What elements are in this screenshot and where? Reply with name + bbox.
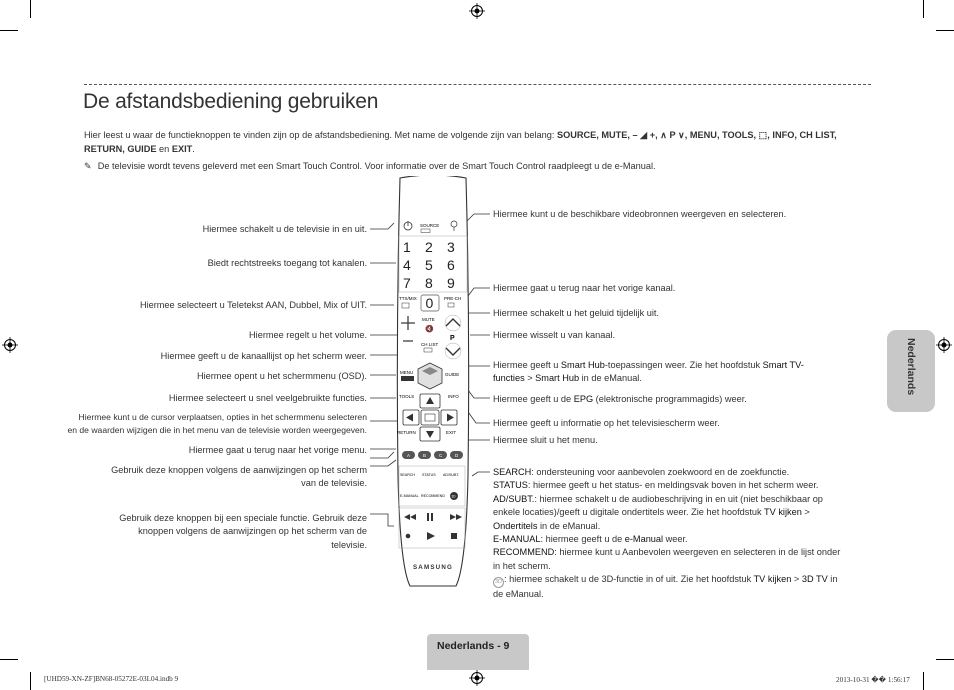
pause-icon[interactable] <box>427 513 429 521</box>
label-special-line: knoppen volgens de aanwijzingen op het scherm van de <box>138 526 367 537</box>
chlist-button[interactable]: CH LIST <box>421 342 439 347</box>
tools-button[interactable]: TOOLS <box>399 394 415 399</box>
text: TV kijken <box>764 507 802 518</box>
intro-text: . <box>192 143 195 154</box>
stop-icon[interactable] <box>451 533 457 539</box>
text: weer. <box>663 534 688 545</box>
label-smarthub <box>493 359 853 386</box>
text: E-MANUAL <box>493 534 541 545</box>
menu-button[interactable]: MENU <box>400 370 414 375</box>
page-title: De afstandsbediening gebruiken <box>83 90 379 113</box>
print-file-info: [UHD59-XN-ZF]BN68-05272E-03L04.indb 9 <box>44 675 179 683</box>
label-prech: Hiermee gaat u terug naar het vorige kanaal. <box>493 283 676 293</box>
crop-mark <box>923 0 924 18</box>
text: e-Manual <box>624 534 664 545</box>
label-color-line: Gebruik deze knoppen volgens de aanwijzingen op het scherm <box>111 465 367 475</box>
label-power: Hiermee schakelt u de televisie in en uit. <box>202 224 367 234</box>
crop-mark <box>936 30 954 31</box>
crop-mark <box>0 659 18 660</box>
info-button[interactable]: INFO <box>448 394 459 399</box>
label-recommend <box>493 546 873 573</box>
status-button[interactable]: STATUS <box>422 473 436 477</box>
digit-button-0[interactable]: 0 <box>425 295 434 311</box>
registration-mark-icon <box>469 3 485 19</box>
label-special-line: televisie. <box>331 539 367 550</box>
label-status <box>493 479 873 492</box>
label-cursor-line: Hiermee kunt u de cursor verplaatsen, opties in het schermmenu selecteren <box>78 412 367 422</box>
language-side-tab <box>887 330 935 412</box>
text: in <box>827 574 838 585</box>
digit-button-6[interactable]: 6 <box>447 257 455 273</box>
text: : hiermee schakelt u de audiobeschrijving in en uit (niet beschikbaar op <box>534 493 823 504</box>
intro-paragraph <box>84 129 864 156</box>
digit-button-4[interactable]: 4 <box>403 257 411 273</box>
label-3d <box>493 573 873 601</box>
text: 3D TV <box>801 574 828 585</box>
label-chlist: Hiermee geeft u de kanaallijst op het scherm weer. <box>160 351 367 361</box>
text: AD/SUBT. <box>493 493 535 504</box>
intro-keys: RETURN, GUIDE <box>84 143 157 154</box>
label-adsubt <box>493 493 873 533</box>
registration-mark-icon <box>936 337 952 353</box>
color-button-label: C <box>439 453 443 458</box>
intro-keys: SOURCE, MUTE, – ◢ +, ∧ P ∨, MENU, TOOLS, ⬚, INFO, CH LIST, <box>556 130 837 140</box>
label-search <box>493 466 873 479</box>
crop-mark <box>30 0 31 18</box>
text: : hiermee schakelt u de 3D-functie in of uit. Zie het hoofdstuk <box>504 574 754 585</box>
label-return: Hiermee gaat u terug naar het vorige menu. <box>188 445 367 455</box>
digit-button-2[interactable]: 2 <box>425 239 433 255</box>
color-button-label: D <box>455 453 459 458</box>
text: (elektronische programmagids) weer. <box>593 394 747 404</box>
label-volume: Hiermee regelt u het volume. <box>249 330 367 340</box>
text: Hiermee geeft u <box>493 360 561 370</box>
text: : ondersteuning voor aanbevolen zoekwoord en de zoekfunctie. <box>531 467 790 477</box>
prech-button[interactable]: PRE-CH <box>444 296 462 301</box>
digit-button-8[interactable]: 8 <box>425 275 433 291</box>
text: Ondertitels <box>493 520 538 531</box>
label-emanual <box>493 533 873 546</box>
text: Smart TV- <box>762 360 804 370</box>
text: in het scherm. <box>493 560 551 571</box>
label-cursor-line: en de waarden wijzigen die in het menu van de televisie worden weergegeven. <box>67 425 367 435</box>
intro-text: en <box>156 143 172 154</box>
exit-button[interactable]: EXIT <box>446 430 457 435</box>
text: : hiermee geeft u de <box>540 534 625 545</box>
text: in de eManual. <box>537 520 601 531</box>
crop-mark <box>923 672 924 690</box>
digit-button-9[interactable]: 9 <box>447 275 455 291</box>
label-source: Hiermee kunt u de beschikbare videobronnen weergeven en selecteren. <box>493 209 787 219</box>
text: Smart Hub <box>535 373 580 384</box>
text: > <box>524 373 536 384</box>
mute-button[interactable]: 🔇 <box>425 326 434 333</box>
crop-mark <box>30 672 31 690</box>
adsubt-button[interactable]: AD/SUBT. <box>443 473 460 477</box>
text: > <box>801 507 810 518</box>
text: Hiermee geeft u de <box>493 394 574 404</box>
ttx-button[interactable]: TTX/MIX <box>399 296 417 301</box>
color-button-label: A <box>407 453 411 458</box>
return-button[interactable]: RETURN <box>397 430 416 435</box>
label-cursor <box>67 411 367 437</box>
text: RECOMMEND <box>493 547 555 558</box>
digit-button-1[interactable]: 1 <box>403 239 411 255</box>
samsung-logo: SAMSUNG <box>412 564 454 571</box>
text: STATUS <box>493 480 528 491</box>
emanual-button[interactable]: E-MANUAL <box>400 494 419 498</box>
digit-button-3[interactable]: 3 <box>447 239 455 255</box>
crop-mark <box>0 30 18 31</box>
registration-mark-icon <box>469 670 485 686</box>
channel-p-label: P <box>450 335 455 342</box>
label-color-line: van de televisie. <box>301 478 367 489</box>
print-date-info: 2013-10-31 �� 1:56:17 <box>836 676 910 684</box>
label-ttx: Hiermee selecteert u Teletekst AAN, Dubbel, Mix of UIT. <box>139 300 367 310</box>
smart-hub-button[interactable] <box>418 363 442 389</box>
digit-button-7[interactable]: 7 <box>403 275 411 291</box>
label-menu: Hiermee opent u het schermmenu (OSD). <box>196 371 367 381</box>
search-button[interactable]: SEARCH <box>400 473 415 477</box>
intro-keys: EXIT <box>171 143 193 154</box>
label-exit: Hiermee sluit u het menu. <box>493 435 598 445</box>
pencil-note-icon: ✎ <box>84 161 92 171</box>
text: > <box>791 574 802 585</box>
note-text: De televisie wordt tevens geleverd met een Smart Touch Control. Voor informatie over de Smart Touch Control raadpleegt u de e-Manual. <box>97 161 656 171</box>
digit-button-5[interactable]: 5 <box>425 257 433 273</box>
text: : hiermee kunt u Aanbevolen weergeven en selecteren in de lijst onder <box>554 547 841 558</box>
side-tab-label: Nederlands <box>905 338 917 396</box>
guide-button[interactable]: GUIDE <box>445 372 460 377</box>
text: de eManual. <box>493 589 544 600</box>
color-button-label: B <box>423 453 427 458</box>
header-rule <box>84 84 871 85</box>
text: enkele locaties)/geeft u digitale ondertitels weer. Zie het hoofdstuk <box>493 507 765 518</box>
text: Smart Hub <box>560 360 605 370</box>
label-special-line: Gebruik deze knoppen bij een speciale functie. Gebruik deze <box>119 513 367 523</box>
intro-text: Hier leest u waar de functieknoppen te vinden zijn op de afstandsbediening. Met name de volgende zijn van belang: <box>84 130 557 140</box>
3d-icon: 3D <box>493 577 504 588</box>
label-special <box>119 512 367 552</box>
remote-control <box>366 176 500 590</box>
label-function-list <box>493 466 873 602</box>
source-button[interactable]: SOURCE <box>420 223 440 228</box>
page-number: Nederlands - 9 <box>437 640 510 652</box>
label-tools: Hiermee selecteert u snel veelgebruikte functies. <box>168 393 367 403</box>
menu-icon <box>401 376 414 381</box>
label-info: Hiermee geeft u informatie op het televisiescherm weer. <box>493 418 720 428</box>
recommend-button[interactable]: RECOMMEND <box>421 494 445 498</box>
text: TV kijken <box>753 574 792 585</box>
record-icon[interactable] <box>406 534 411 539</box>
page-footer-box <box>427 634 529 670</box>
text: SEARCH <box>493 467 532 477</box>
label-mute: Hiermee schakelt u het geluid tijdelijk uit. <box>493 308 659 318</box>
label-numbers: Biedt rechtstreeks toegang tot kanalen. <box>207 258 367 268</box>
3d-button-label: 3D <box>451 494 456 499</box>
registration-mark-icon <box>2 337 18 353</box>
label-channel: Hiermee wisselt u van kanaal. <box>493 330 616 340</box>
note-line <box>84 161 864 172</box>
text: functies <box>493 373 525 384</box>
label-epg <box>493 393 747 406</box>
text: : hiermee geeft u het status- en meldingsvak boven in het scherm weer. <box>527 480 819 491</box>
text: -toepassingen weer. Zie het hoofdstuk <box>604 360 763 370</box>
label-color <box>111 464 367 491</box>
mute-label: MUTE <box>422 317 435 322</box>
text: EPG <box>573 394 594 404</box>
text: in de eManual. <box>579 373 642 384</box>
crop-mark <box>936 659 954 660</box>
